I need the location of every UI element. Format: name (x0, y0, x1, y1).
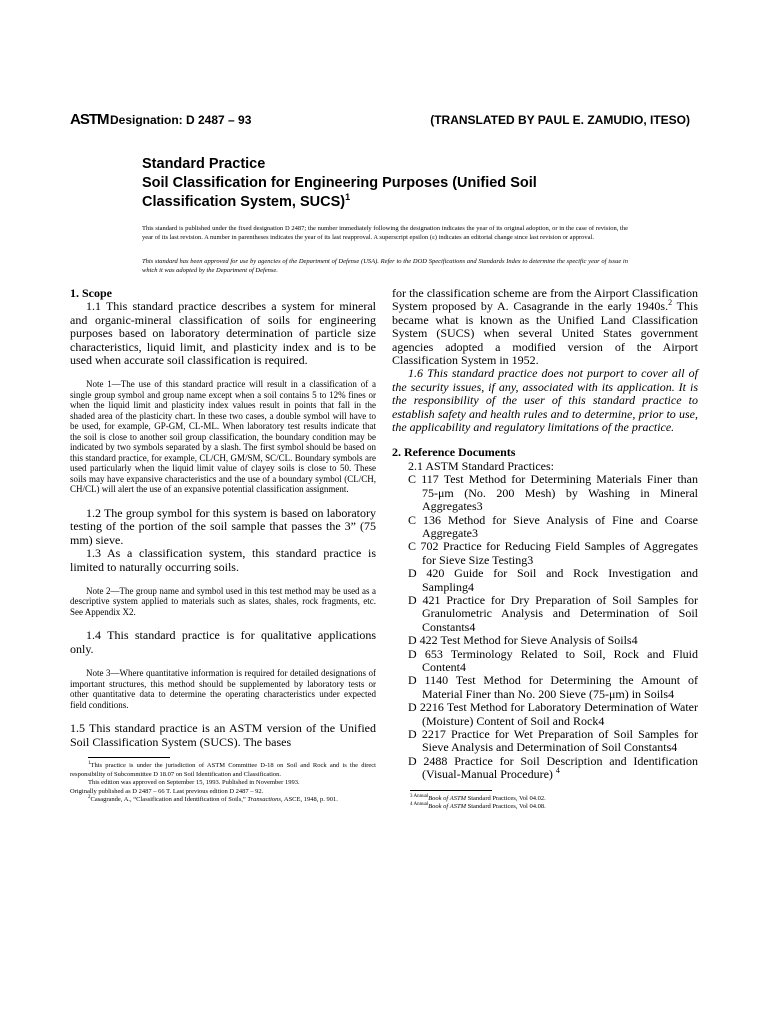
footnote-divider (88, 757, 170, 758)
footnote-4: $^{4 Annual}$Book of ASTM Standard Practices, Vol 04.08. (410, 801, 546, 811)
footnote-1-edition: This edition was approved on September 15, 1993. Published in November 1993. (88, 779, 300, 787)
reference-documents-heading: 2. Reference Documents (392, 445, 516, 460)
reference-item: D 422 Test Method for Sieve Analysis of Soils4 (408, 633, 638, 648)
reference-list (392, 473, 698, 781)
footnote-1-original: Originally published as D 2487 – 66 T. Last previous edition D 2487 – 92. (70, 787, 264, 795)
title-footnote-marker: 1 (345, 192, 351, 203)
scope-heading: 1. Scope (70, 286, 112, 300)
footnote-divider (410, 790, 492, 791)
reference-item: D 420 Guide for Soil and Rock Investigation and Sampling4 (408, 566, 698, 594)
reference-item: D 421 Practice for Dry Preparation of Soil Samples for Granulometric Analysis and Determination of Soil Constants4 (408, 592, 698, 634)
astm-standards-intro: 2.1 ASTM Standard Practices: (408, 458, 554, 473)
section-1-5-continued: for the classification scheme are from the Airport Classification System proposed by A. Casagrande in the early 1940s.$^2$ This became what is known as the Unified Land Classification System (SUCS) when several United States government agencies adopted a modified version of the Airport Classification System in 1952. (392, 286, 698, 368)
designation: Designation: D 2487 – 93 (110, 113, 252, 127)
astm-logo: ASTM (70, 111, 109, 128)
note-1: Note 1—The use of this standard practice will result in a classification of a single group symbol and group name except when a soil contains 5 to 12% fines or when the liquid limit and plasticity index values result in points that fall in the shaded area of the plasticity chart. In these two cases, a double symbol will have to be used, for example, GP-GM, CL-ML. When laboratory test results indicate that the soil is close to another soil group classification, the boundary condition may be indicated by two symbols separated by a slash. The first symbol should be based on this standard practice, for example, CL/CH, GM/SM, SC/CL. Boundary symbols are used particularly when the liquid limit value of clayey soils is close to 50. These soils may have expansive characteristics and the use of a boundary symbol (CL/CH, CH/CL) will alert the use of an expansive potential classification assignment. (70, 379, 376, 495)
section-1-5: 1.5 This standard practice is an ASTM version of the Unified Soil Classification System (SUCS). The bases (70, 721, 376, 749)
right-column (392, 287, 698, 812)
footnote-2-marker: 2 (668, 298, 673, 308)
title-line-1: Standard Practice (142, 156, 266, 172)
reference-item: C 136 Method for Sieve Analysis of Fine and Coarse Aggregate3 (408, 512, 698, 540)
document-title (142, 155, 622, 212)
reference-item: D 2488 Practice for Soil Description and Identification (Visual-Manual Procedure) $^4$ (408, 753, 698, 782)
title-line-2: Soil Classification for Engineering Purposes (Unified Soil (142, 175, 537, 191)
note-2: Note 2—The group name and symbol used in this test method may be used as a descriptive system applied to materials such as slates, shales, rock fragments, etc. See Appendix X2. (70, 585, 376, 617)
publication-notice: This standard is published under the fixed designation D 2487; the number immediately following the designation indicates the year of its original adoption, or in the case of revision, the year of its last revision. A number in parentheses indicates the year of its last reapproval. A superscript epsilon (ε) indicates an editorial change since last revision or approval. (142, 225, 628, 241)
dod-approval-notice: This standard has been approved for use by agencies of the Department of Defense (USA). Refer to the DOD Specifications and Standards Index to determine the specific year of issue in which it was adopted by the Department of Defense. (142, 258, 628, 274)
reference-item: C 702 Practice for Reducing Field Samples of Aggregates for Sieve Size Testing3 (408, 539, 698, 567)
footnote-2: $^2$Casagrande, A., “Classification and Identification of Soils,” Transactions, ASCE, 1948, p. 901. (88, 794, 338, 804)
reference-item: D 1140 Test Method for Determining the Amount of Material Finer than No. 200 Sieve (75-μm) in Soils4 (408, 673, 698, 701)
translation-credit: (TRANSLATED BY PAUL E. ZAMUDIO, ITESO) (430, 113, 690, 127)
section-1-4: 1.4 This standard practice is for qualitative applications only. (70, 628, 376, 656)
reference-item: D 2217 Practice for Wet Preparation of Soil Samples for Sieve Analysis and Determination of Soil Constants4 (408, 727, 698, 755)
section-1-2: 1.2 The group symbol for this system is based on laboratory testing of the portion of the soil sample that passes the 3” (75 mm) sieve. (70, 505, 376, 547)
footnote-3: $^{3 Annual}$Book of ASTM Standard Practices, Vol 04.02. (410, 793, 546, 802)
reference-item: D 653 Terminology Related to Soil, Rock and Fluid Content4 (408, 646, 698, 674)
footnote-1: $^1$This practice is under the jurisdiction of ASTM Committee D-18 on Soil and Rock and is the direct responsibility of Subcommittee D 18.07 on Soil Identification and Classification. (70, 760, 376, 778)
section-1-1: 1.1 This standard practice describes a system for mineral and organic-mineral classification of soils for engineering purposes based on laboratory determination of particle size characteristics, liquid limit, and plasticity index and is to be used when accurate soil classification is required. (70, 299, 376, 368)
section-1-6: 1.6 This standard practice does not purport to cover all of the security issues, if any, associated with its application. It is the responsibility of the user of this standard practice to establish safety and health rules and to determine, prior to use, the applicability and regulatory limitations of the practice. (392, 366, 698, 435)
title-line-3: Classification System, SUCS)$^1$ (142, 192, 351, 210)
note-3: Note 3—Where quantitative information is required for detailed designations of important structures, this method should be supplemented by laboratory tests or other quantitative data to determine the operating characteristics under expected field conditions. (70, 668, 376, 710)
section-1-3: 1.3 As a classification system, this standard practice is limited to naturally occurring soils. (70, 546, 376, 574)
reference-item: C 117 Test Method for Determining Materials Finer than 75-μm (No. 200 Mesh) by Washing in Mineral Aggregates3 (408, 472, 698, 514)
reference-item: D 2216 Test Method for Laboratory Determination of Water (Moisture) Content of Soil and Rock4 (408, 700, 698, 728)
page-header (70, 111, 690, 129)
left-column (70, 287, 376, 805)
